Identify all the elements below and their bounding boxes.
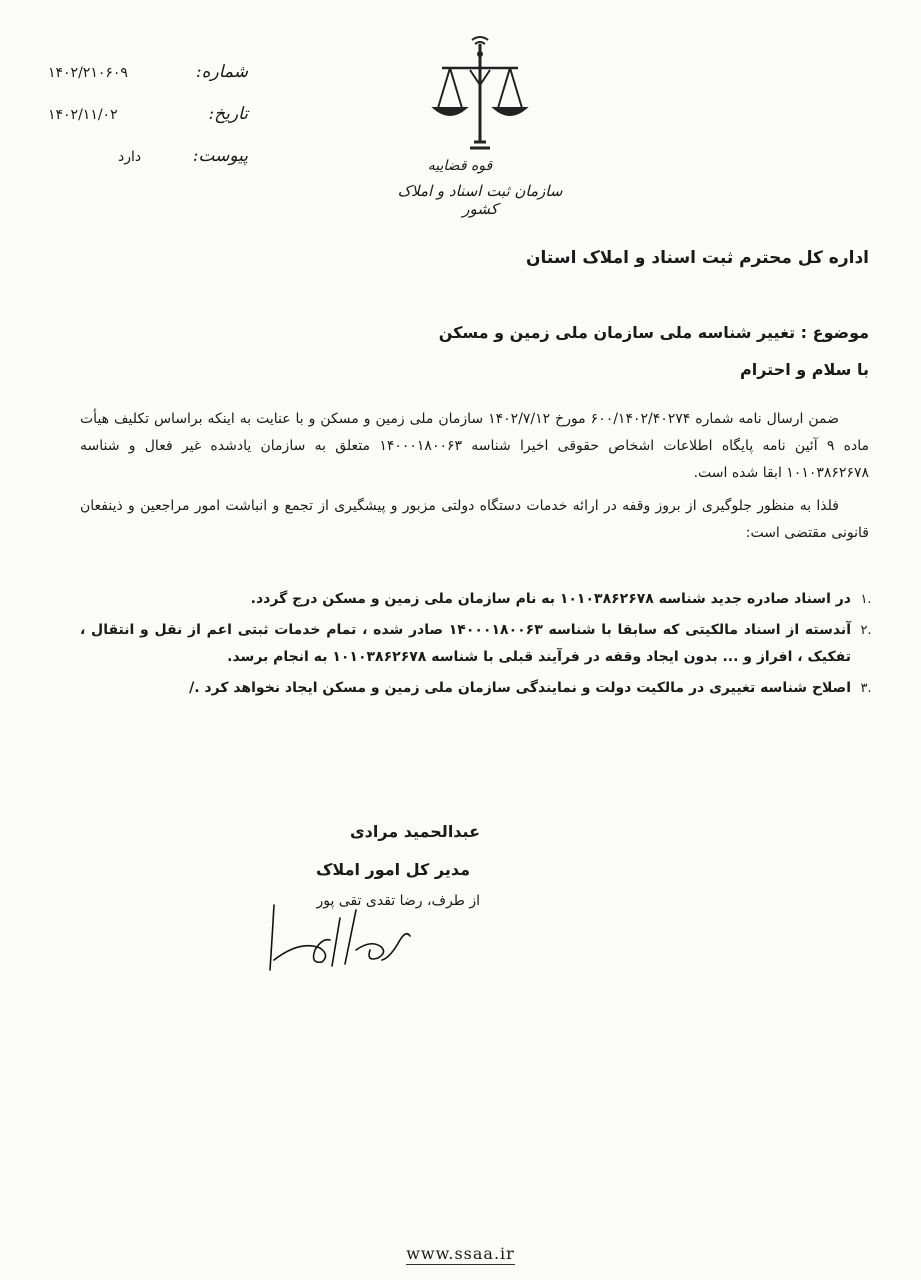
organization-name: سازمان ثبت اسناد و املاک کشور [397,182,563,218]
list-item [80,586,881,613]
attachment-label: پیوست: [192,146,248,166]
body-paragraph-2: فلذا به منظور جلوگیری از بروز وقفه در ارائه خدمات دستگاه دولتی مزبور و پیشگیری از تجمع و انباشت امور مراجعین و ذینفعان قانونی مقتضی است: [80,498,869,541]
website-link[interactable]: www.ssaa.ir [406,1244,515,1263]
item-text: آندسته از اسناد مالکیتی که سابقا با شناسه ۱۴۰۰۰۱۸۰۰۶۳ صادر شده ، تمام خدمات ثبتی اعم از نقل و انتقال ، تفکیک ، افراز و ... بدون ایجاد وقفه در فرآیند قبلی با شناسه ۱۰۱۰۳۸۶۲۶۷۸ به انجام برسد. [80,622,851,665]
number-label: شماره: [195,62,248,82]
date-row [48,104,248,146]
item-number: .۲ [860,623,872,638]
judiciary-emblem [395,30,563,218]
signatory-title: مدیر کل امور املاک [316,860,470,879]
greeting: با سلام و احترام [740,360,869,379]
item-number: .۱ [860,592,872,607]
letter-date: ۱۴۰۲/۱۱/۰۲ [48,107,118,123]
item-number: .۳ [860,681,872,696]
footer-website [0,1244,921,1263]
date-label: تاریخ: [208,104,248,124]
letter-body [80,406,869,547]
handwritten-signature [260,900,420,980]
body-paragraph-1: ضمن ارسال نامه شماره ۶۰۰/۱۴۰۲/۴۰۲۷۴ مورخ ۱۴۰۲/۷/۱۲ سازمان ملی زمین و مسکن و با عنایت به اینکه براساس تکلیف هیأت ماده ۹ آئین نامه پایگاه اطلاعات اشخاص حقوقی اخیرا شناسه ۱۴۰۰۰۱۸۰۰۶۳ متعلق به سازمان یادشده غیر فعال و شناسه ۱۰۱۰۳۸۶۲۶۷۸ ابقا شده است. [80,411,869,481]
numbered-list [80,586,881,702]
judiciary-name: قوه قضاییه [427,158,493,174]
scales-of-justice-icon [430,30,530,155]
list-item [80,617,881,671]
attachment-row [48,146,248,188]
signed-on-behalf: از طرف، رضا تقدی تقی پور [316,893,480,909]
letter-meta [48,62,248,188]
item-text: در اسناد صادره جدید شناسه ۱۰۱۰۳۸۶۲۶۷۸ به نام سازمان ملی زمین و مسکن درج گردد. [250,591,851,607]
addressee: اداره کل محترم ثبت اسناد و املاک استان [526,248,869,268]
list-item [80,675,881,702]
signatory-name: عبدالحمید مرادی [349,822,480,841]
subject-line: موضوع : تغییر شناسه ملی سازمان ملی زمین و مسکن [438,323,869,342]
number-row [48,62,248,104]
letter-number: ۱۴۰۲/۲۱۰۶۰۹ [48,65,128,81]
item-text: اصلاح شناسه تغییری در مالکیت دولت و نمایندگی سازمان ملی زمین و مسکن ایجاد نخواهد کرد ./ [189,680,851,696]
attachment-value: دارد [118,149,142,165]
